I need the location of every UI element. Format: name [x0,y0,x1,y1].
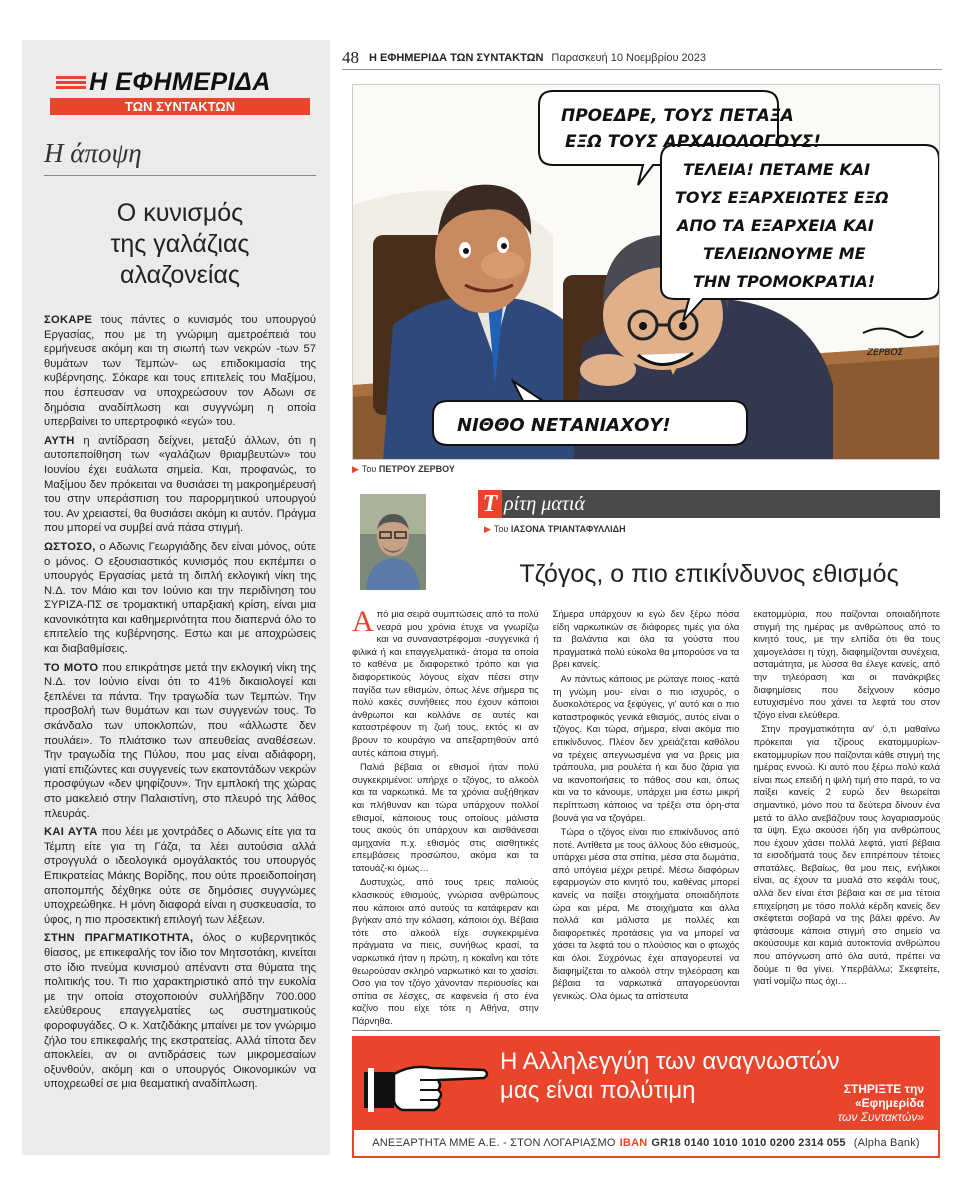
author-photo-image [360,494,426,590]
banner-support [774,1082,924,1124]
paragraph-lead: ΑΥΤΗ [44,434,75,447]
page-header [342,46,942,70]
banner-account [354,1130,938,1156]
paragraph-text: πό μια σειρά συμπτώσεις από τα πολύ νεαρά μου χρόνια έτυχε να γνωρίζω και να συναναστρέφομαι -συγγενικά ή φιλικά ή και επαγγελματικά- άτομα τα οποία το καθένα με διαφορετικό τρόπο και για διαφορετικούς λόγους είχαν πέσει στην παγίδα των εθισμών, όπως λένε σήμερα τις πολύ κακές συνήθειες που έχουν κάποιοι άνθρωποι και κολλάνε σε αυτές και καταστρέφουν τη ζωή τους, εκτός κι αν βρουν το κουράγιο να απεξαρτηθούν από αυτές κάποια στιγμή. [352,608,539,758]
opinion-section-label: Η άποψη [44,138,316,176]
opinion-paragraph [44,313,316,430]
opinion-paragraph [44,434,316,536]
page-paper-name: Η ΕΦΗΜΕΡΙΔΑ ΤΩΝ ΣΥΝΤΑΚΤΩΝ [369,51,544,64]
paragraph-text: η αντίδραση δείχνει, μεταξύ άλλων, ότι η αυτοπεποίθηση των «γαλάζιων θριαμβευτών» του Ιουνίου έχει ευάλωτα σημεία. Και, προφανώς, το Μαξίμου δεν πρόκειται να θυσιάσει τη μακροημέρευσή του στην υπεράσπιση του παρορμητικού υπουργού του. Αν χρειαστεί, θα θυσιάσει ακόμη κι αυτόν. Πράγμα που μπορεί να συμβεί ανά πάσα στιγμή. [44,434,316,535]
bank-name: (Alpha Bank) [853,1137,920,1149]
article-paragraph: Στην πραγματικότητα αν' ό,τι μαθαίνω πρόκειται για τζίρους εκατομμυρίων- εκατομμυρίων που παίζονται κάθε στιγμή της ημέρας εννοώ. Κι αυτό που ξέρω πολύ καλά είναι πως επειδή η ψιλή τιμή στο παρά, το να παίξει κανείς 2 ευρώ δεν θεωρείται σημαντικό, μόνο που τα δεύτερα δίνουν ένα μετά το άλλο ανεβάζουν τους λογαριασμούς τα ύψη. Εχω ακούσει ήδη για ανθρώπους που έχουν χάσει πολλά λεφτά, γιατί βέβαια τα εισοδήματά τους δεν επιτρέπουν τέτοιες σπατάλες. Βεβαίως, θα μου πεις, ενήλικοι είναι, ας έχουν τα μυαλά στο κεφάλι τους, αλλά δεν είναι έτσι βέβαια και σε μια τέτοια επιχείρηση με τόσο πολλά κέρδη κανείς δεν σκέφτεται σοβαρά να της βάλει φρένο. Αν φτάσουμε κάποια στιγμή στο σημείο να ακούσουμε και καμιά αυτοκτονία ανθρώπου που απόγνωση από όλα αυτά, πρέπει να δούμε τι θα γίνει. Υπερβάλλω; Σκεφτείτε, γιατί νομίζω πως όχι… [753,723,940,987]
banner-headline-1: Η Αλληλεγγύη των αναγνωστών [500,1048,840,1075]
opinion-title-line: Ο κυνισμός [116,199,244,227]
paragraph-text: που επικράτησε μετά την εκλογική νίκη της Ν.Δ. τον Ιούνιο είναι ότι το 41% δικαιολογεί και ξεπλένει τα πάντα. Την τραγωδία των Τεμπών. Την προσβολή των θυμάτων και των συγγενών τους. Το σκάνδαλο των υποκλοπών, που «άλλωστε δεν πουλάει». Το πλιάτσικο των απευθείας αναθέσεων. Την τραγωδία της Πύλου, που μας είναι αδιάφορη, γιατί επιζώντες και συγγενείς των εκατοντάδων νεκρών προσφύγων «δεν ψηφίζουν». Την εμπλοκή της χώρας στο μακελειό στην Παλαιστίνη, στο πλευρό της λάθος πλευράς. [44,661,316,820]
account-prefix: ΑΝΕΞΑΡΤΗΤΑ ΜΜΕ Α.Ε. - ΣΤΟΝ ΛΟΓΑΡΙΑΣΜΟ [372,1137,616,1149]
author-name: ΙΑΣΟΝΑ ΤΡΙΑΝΤΑΦΥΛΛΙΔΗ [510,524,626,534]
paragraph-text: όλος ο κυβερνητικός θίασος, με επικεφαλής τον ίδιο τον Μητσοτάκη, κινείται στο ίδιο πνεύμα κυνισμού απέναντι στα θύματα της πολιτικής του. Τι πιο χαρακτηριστικό από την ευκολία με την οποία στοχοποιούν συλλήβδην 700.000 ελεύθερους επαγγελματίες ως συστηματικούς φοροφυγάδες. Ο κ. Χατζιδάκης μπαίνει με τον γνώριμο ζήλο του επικεφαλής της εκστρατείας. Αλλά τίποτα δεν αποκλείει, αν οι αντιδράσεις των μικρομεσαίων οξυνθούν, ακόμη και ο υπουργός Οικονομικών να υποχρεωθεί σε μια θεαματική αναδίπλωση. [44,932,316,1091]
paragraph-lead: ΣΟΚΑΡΕ [44,314,93,326]
dropcap: Α [352,608,374,638]
section-initial: Τ [478,490,502,518]
pointing-hand-icon [362,1044,492,1124]
opinion-paragraph [44,825,316,927]
opinion-body [44,313,316,1092]
paragraph-lead: ΚΑΙ ΑΥΤΑ [44,826,98,839]
paragraph-lead: ΤΟ ΜΟΤΟ [44,661,99,674]
article-author [484,524,626,535]
cartoon-text-layer [353,85,940,460]
paragraph-text: που λέει με χοντράδες ο Αδωνις είτε για τα Τέμπη είτε για τη Γάζα, τα λέει αυτούσια αλλά στρογγυλά ο ιδεολογικά ομογάλακτός του υπουργός Επικρατείας Μάκης Βορίδης, που ούτε προειδοποίηση αποπομπής δέχθηκε ούτε σε δημόσιες συγγνώμες υποχρεώθηκε. Η μόνη διαφορά είναι η συσκευασία, το ύφος, η πιο προσεκτική επιλογή των λέξεων. [44,826,317,926]
paragraph-text: ο Αδωνις Γεωργιάδης δεν είναι μόνος, ούτε ο μόνος. Ο εξουσιαστικός κυνισμός που εκπέμπει ο υπουργός Εργασίας μετά τη διπλή εκλογική νίκη της Ν.Δ. τον Μάιο και τον Ιούνιο και την περιδίνηση του ΣΥΡΙΖΑ-ΠΣ σε τρομακτική υπαρξιακή κρίση, είναι μια κανονικότητα και καθημερινότητα που διαπερνά όλο το επιτελείο της κυβέρνησης. Εστω και με αποχρώσεις και διαβαθμίσεις. [44,540,316,656]
opinion-title-line: αλαζονείας [120,261,240,289]
cartoon-credit-name: ΠΕΤΡΟΥ ΖΕΡΒΟΥ [378,464,455,474]
article-paragraph: Σήμερα υπάρχουν κι εγώ δεν ξέρω πόσα είδη ναρκωτικών σε διάφορες τιμές για όλα τα βαλάντια και όλα τα γούστα που πραγματικά πολύ εύκολα θα μπορούσε να τα βρει κανείς. [552,608,740,670]
opinion-paragraph [44,931,316,1092]
article-title: Τζόγος, ο πιο επικίνδυνος εθισμός [519,560,899,588]
article-paragraph: Τώρα ο τζόγος είναι πιο επικίνδυνος από ποτέ. Αντίθετα με τους άλλους δύο εθισμούς, υπάρχει μέσα στα σπίτια, μέσα στα δωμάτια, από υπόγεια μέχρι ρετιρέ. Μέσω διαφόρων εφαρμογών στο κινητό του, καθένας μπορεί κανείς να παίξει στοιχήματα οποιαδήποτε ώρα και μέρα. Με στοιχήματα και άλλα πολλά και μάλιστα με πολλές και διαφορετικές προτάσεις για να μπορεί να χάσει τα λεφτά του ο πλούσιος και ο φτωχός και όλοι. Συχρόνως έχει απαγορευτεί να διαφημίζεται το αλκοόλ στην τηλεόραση και βέβαια τα ναρκωτικά απαγορεύονται γενικώς. Ολα όμως τα απίστευτα [552,826,740,1001]
article-paragraph: Δυστυχώς, από τους τρεις παλιούς κλασικούς εθισμούς, γνώρισα ανθρώπους που κάποιοι από αυτούς τα κατάφεραν και βγήκαν από την κόλαση, κάποιοι όχι. Βέβαια τότε στο αλκοόλ είχε συγκεκριμένα πράγματα να πιεις, συνήθως κρασί, τα ναρκωτικά ήταν η πρώτη, η κοκαΐνη και τότε θεωρούσαν σκληρό ναρκωτικό και το χασίσι. Οσο για τον τζόγο χάνονταν περιουσίες και σπίτια σε λέσχες, σε καφενεία ή στο ένα καζίνο που είχε τότε η Αθήνα, στην Πάρνηθα. [352,876,539,1026]
bubble2-line: ΤΗΝ ΤΡΟΜΟΚΡΑΤΙΑ! [693,272,876,291]
article-column-3 [753,608,940,1028]
masthead-stripes-icon [56,76,86,92]
opinion-paragraph [44,661,316,822]
banner-top [354,1038,938,1130]
third-eye-section-bar [478,490,940,518]
bubble2-line: ΤΕΛΕΙΑ! ΠΕΤΑΜΕ ΚΑΙ [683,160,871,179]
article-paragraph: Αν πάντως κάποιος με ρώταγε ποιος -κατά τη γνώμη μου- είναι ο πιο ισχυρός, ο δυσκολότερος να ξεφύγεις, γι' αυτό και ο πιο καταστροφικός γενικά εθισμός, αυτός είναι ο τζόγος. Και τώρα, σήμερα, είναι ακόμα πιο επικίνδυνος. Πλέον δεν χρειάζεται καθόλου να τρέχεις απεγνωσμένα για να βρεις μια τράπουλα, μια ρουλέτα ή και δυο ζάρια για να ικανοποιήσεις το πάθος σου και, όπως και να το κάνουμε, υπάρχει μια έστω μικρή περίπτωση κάποιος να τρέξει στα όρη-στα βουνά για να τζογάρει. [552,672,740,823]
article-paragraph: Παλιά βέβαια οι εθισμοί ήταν πολύ συγκεκριμένοι: υπήρχε ο τζόγος, το αλκοόλ και τα ναρκωτικά. Με τα χρόνια αυξήθηκαν και πλήθυναν και τώρα υπάρχουν πολλοί εθισμοί, κάποιους τους οποίους μάλιστα τους ακούς ότι υπάρχουν και αισθάνεσαι αμηχανία π.χ. εθισμός στις αισθητικές επεμβάσεις προσώπου, ακόμα και τα τατουάζ-κι όμως… [352,761,539,873]
masthead-subtitle: ΤΩΝ ΣΥΝΤΑΚΤΩΝ [50,98,310,115]
section-title: ρίτη ματιά [504,492,585,515]
solidarity-banner[interactable] [352,1036,940,1158]
paragraph-lead: ΩΣΤΟΣΟ, [44,540,96,553]
iban-number: GR18 0140 1010 1010 0200 2314 055 [651,1137,846,1149]
article-paragraph: εκατομμύρια, που παίζονται οποιαδήποτε στιγμή της ημέρας με ανθρώπους από το κινητό τους, με την ελπίδα ότι θα τους χαμογελάσει η τύχη, διαφημίζονται συνέχεια, ασταμάτητα, με λύσσα θα έλεγε κανείς, από την τηλεόραση και οι πανάκριβες διαφημίσεις που δείχνουν κόσμο ευτυχισμένο που χάνει τα λεφτά του στον τζόγο είναι ελεύθερα. [753,608,940,720]
bubble2-line: ΤΕΛΕΙΩΝΟΥΜΕ ΜΕ [703,244,866,263]
article-paragraph [352,608,539,759]
paragraph-lead: ΣΤΗΝ ΠΡΑΓΜΑΤΙΚΟΤΗΤΑ, [44,932,194,945]
page-date: Παρασκευή 10 Νοεμβρίου 2023 [551,51,706,64]
banner-support-suffix: των Συντακτών» [837,1110,924,1124]
masthead-title: Η ΕΦΗΜΕΡΙΔΑ [89,68,271,96]
opinion-title-line: της γαλάζιας [110,230,250,258]
bubble1-line: ΠΡΟΕΔΡΕ, ΤΟΥΣ ΠΕΤΑΞΑ [561,106,794,126]
bubble1-line: ΕΞΩ ΤΟΥΣ ΑΡΧΑΙΟΛΟΓΟΥΣ! [565,132,821,152]
banner-support-prefix: ΣΤΗΡΙΞΤΕ την «Εφημερίδα [843,1082,924,1110]
author-prefix: Του [493,524,511,534]
masthead [44,68,316,116]
bubble3-text: ΝΙΘΘΟ ΝΕΤΑΝΙΑΧΟΥ! [457,415,671,436]
opinion-title [44,198,316,291]
cartoon-credit-prefix: Του [361,464,379,474]
iban-label: IBAN [619,1137,648,1149]
article-column-1 [352,608,539,1028]
bubble2-line: ΤΟΥΣ ΕΞΑΡΧΕΙΩΤΕΣ ΕΞΩ [675,188,889,207]
cartoon-credit [352,464,455,475]
banner-headline-2: μας είναι πολύτιμη [500,1077,696,1104]
cartoon-signature: ΖΕΡΒΟΣ [867,348,904,358]
author-photo [360,494,426,590]
article-column-2 [553,608,740,1028]
bubble2-line: ΑΠΟ ΤΑ ΕΞΑΡΧΕΙΑ ΚΑΙ [677,216,874,235]
cartoon [352,84,940,460]
opinion-paragraph [44,540,316,657]
article-divider [352,1030,940,1031]
triangle-icon: ▶ [484,524,491,534]
opinion-column [22,40,330,1155]
article-columns [352,608,940,1028]
paragraph-text: τους πάντες ο κυνισμός του υπουργού Εργασίας, που με τη γνώριμη αμετροέπειά του ερμήνευσε ακόμη και τη σιωπή των νεκρών -των 57 θυμάτων των Τεμπών- ως επιδοκιμασία της κυβέρνησης. Σόκαρε και τους επιτελείς του Μαξίμου, που έσπευσαν να υποχρεώσουν τον Αδωνι σε δημόσια αναδίπλωση και συγγνώμη η οποία υπερβαίνει το υπερτροφικό «εγώ» του. [44,314,316,429]
page-number: 48 [342,47,359,67]
triangle-icon: ▶ [352,464,359,474]
